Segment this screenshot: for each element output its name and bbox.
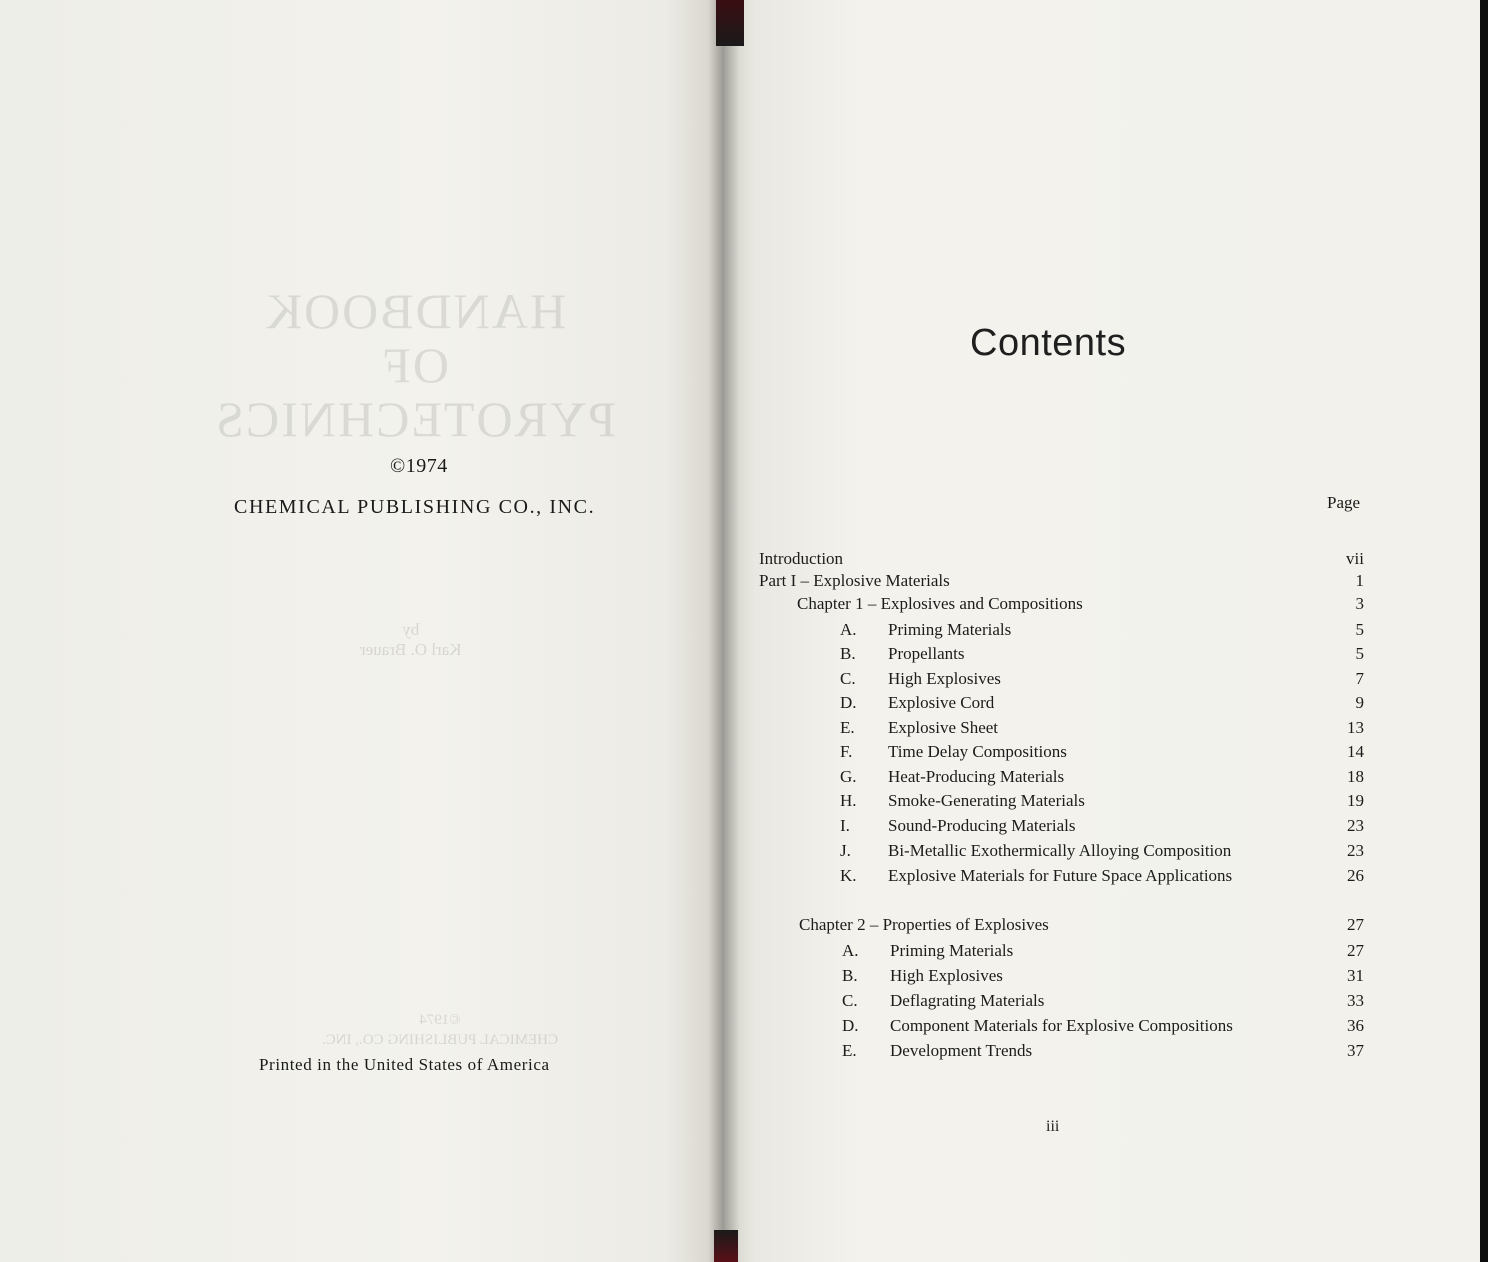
toc-entry-label: Part I – Explosive Materials: [759, 571, 950, 590]
toc-entry-label: Introduction: [759, 549, 844, 568]
toc-entry-letter: D.: [842, 1016, 859, 1035]
toc-entry-page: 23: [1347, 816, 1364, 835]
toc-entry-letter: A.: [842, 941, 859, 960]
toc-entry-letter: E.: [842, 1041, 857, 1060]
show-through-author-name: Karl O. Brauer: [360, 640, 462, 659]
toc-entry-page: 7: [1355, 669, 1364, 688]
page-column-header: Page: [1327, 493, 1361, 512]
toc-entry-letter: B.: [840, 644, 856, 663]
toc-entry-page: 33: [1347, 991, 1364, 1010]
toc-entry-page: 31: [1347, 966, 1364, 985]
show-through-by: by: [402, 620, 420, 639]
toc-entry-page: 27: [1347, 915, 1364, 934]
toc-entry-label: Priming Materials: [890, 941, 1014, 960]
toc-entry-label: Explosive Sheet: [888, 718, 999, 737]
toc-entry-letter: J.: [840, 841, 851, 860]
toc-entry-page: 26: [1347, 866, 1364, 885]
toc-entry-letter: D.: [840, 693, 857, 712]
publisher-name: CHEMICAL PUBLISHING CO., INC.: [234, 496, 596, 518]
toc-entry-letter: C.: [840, 669, 856, 688]
toc-entry-letter: K.: [840, 866, 857, 885]
toc-entry-label: Deflagrating Materials: [890, 991, 1045, 1010]
toc-entry-label: Heat-Producing Materials: [888, 767, 1065, 786]
toc-entry-page: 13: [1347, 718, 1364, 737]
toc-entry-label: Development Trends: [890, 1041, 1033, 1060]
toc-entry-page: vii: [1346, 549, 1364, 568]
toc-entry-label: Chapter 2 – Properties of Explosives: [799, 915, 1049, 934]
toc-entry-page: 14: [1347, 742, 1364, 761]
toc-entry-letter: B.: [842, 966, 858, 985]
toc-entry-label: High Explosives: [888, 669, 1001, 688]
show-through-year: ©1974: [419, 1012, 461, 1028]
toc-entry-label: Time Delay Compositions: [888, 742, 1067, 761]
toc-entry-letter: F.: [840, 742, 853, 761]
toc-entry-letter: H.: [840, 791, 857, 810]
toc-entry-label: Smoke-Generating Materials: [888, 791, 1085, 810]
toc-entry-label: Bi-Metallic Exothermically Alloying Composition: [888, 841, 1232, 860]
toc-entry-page: 3: [1355, 594, 1364, 613]
toc-entry-letter: C.: [842, 991, 858, 1010]
toc-entry-label: Priming Materials: [888, 620, 1012, 639]
show-through-title-line: OF: [381, 337, 449, 393]
toc-entry-label: Component Materials for Explosive Compositions: [890, 1016, 1233, 1035]
toc-entry-page: 9: [1355, 693, 1364, 712]
printed-notice: Printed in the United States of America: [259, 1055, 550, 1074]
toc-entry-label: Explosive Materials for Future Space Applications: [888, 866, 1233, 885]
toc-entry-label: Chapter 1 – Explosives and Compositions: [797, 594, 1083, 613]
toc-entry-label: High Explosives: [890, 966, 1003, 985]
show-through-publisher: CHEMICAL PUBLISHING CO., INC.: [321, 1032, 559, 1048]
toc-entry-page: 5: [1355, 620, 1364, 639]
toc-entry-page: 27: [1347, 941, 1364, 960]
show-through-title-line: HANDBOOK: [263, 283, 567, 339]
toc-entry-letter: G.: [840, 767, 857, 786]
toc-entry-page: 1: [1355, 571, 1364, 590]
page-folio: iii: [1046, 1118, 1060, 1135]
contents-title: Contents: [970, 322, 1127, 364]
show-through-title-line: PYROTECHNICS: [214, 391, 616, 447]
toc-entry-page: 37: [1347, 1041, 1364, 1060]
toc-entry-page: 23: [1347, 841, 1364, 860]
toc-entry-page: 19: [1347, 791, 1364, 810]
copyright-year: ©1974: [390, 455, 448, 477]
toc-entry-letter: E.: [840, 718, 855, 737]
toc-entry-page: 36: [1347, 1016, 1364, 1035]
toc-entry-page: 5: [1355, 644, 1364, 663]
toc-entry-label: Explosive Cord: [888, 693, 995, 712]
toc-entry-label: Sound-Producing Materials: [888, 816, 1076, 835]
toc-entry-letter: A.: [840, 620, 857, 639]
toc-entry-page: 18: [1347, 767, 1364, 786]
toc-entry-label: Propellants: [888, 644, 965, 663]
toc-entry-letter: I.: [840, 816, 850, 835]
